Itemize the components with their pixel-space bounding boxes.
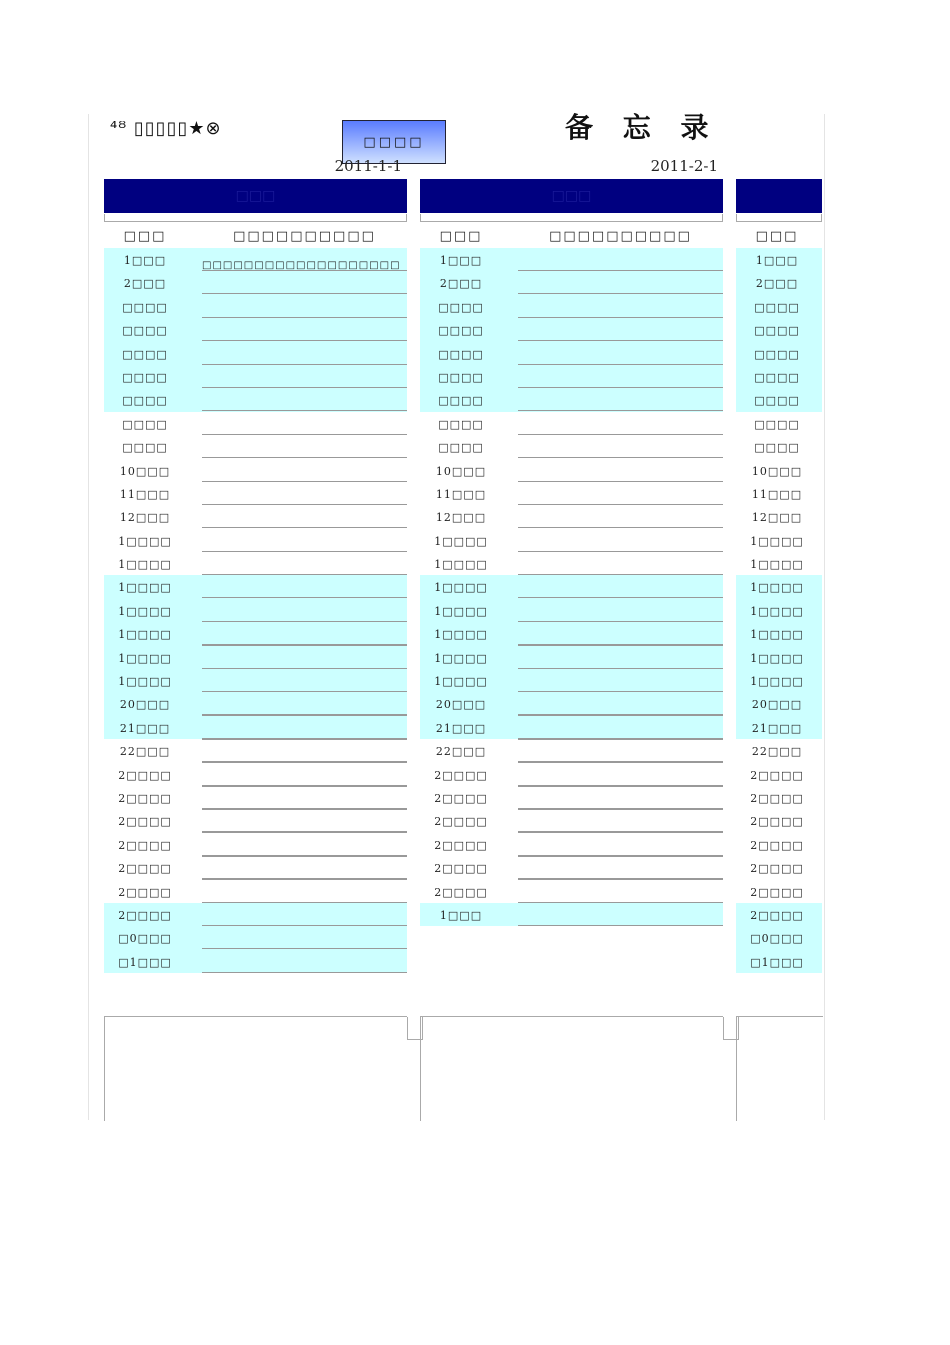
time-cell: □□□□ xyxy=(754,370,800,384)
table-row xyxy=(104,365,407,388)
note-cell[interactable] xyxy=(202,308,407,318)
note-cell[interactable] xyxy=(202,448,407,458)
table-row xyxy=(736,388,822,411)
note-cell[interactable] xyxy=(202,939,407,949)
table-row xyxy=(420,856,723,879)
table-row xyxy=(104,880,407,903)
time-cell: □□□□ xyxy=(438,417,484,431)
time-cell: 1□□□ xyxy=(439,254,483,267)
time-cell: 20□□□ xyxy=(119,698,171,712)
time-cell: 2□□□□ xyxy=(118,908,172,922)
table-row xyxy=(104,856,407,879)
table-row xyxy=(104,692,407,715)
table-row xyxy=(420,365,723,388)
note-cell[interactable]: □□□□□□□□□□□□□□□□□□□ xyxy=(202,261,407,271)
time-cell: 2□□□□ xyxy=(750,838,804,852)
table-row xyxy=(420,575,723,598)
note-cell[interactable] xyxy=(202,893,407,904)
table-row xyxy=(736,318,822,341)
time-cell: 1□□□□ xyxy=(750,558,804,572)
table-row xyxy=(104,716,407,739)
table-row xyxy=(104,318,407,341)
time-cell: 2□□□□ xyxy=(118,885,172,899)
time-cell: 2□□□□ xyxy=(750,791,804,805)
time-cell: 2□□□□ xyxy=(118,862,172,876)
table-row xyxy=(736,459,822,482)
note-cell[interactable] xyxy=(518,893,723,904)
table-row xyxy=(420,435,723,458)
table-row xyxy=(420,412,723,435)
table-row xyxy=(420,388,723,411)
table-row xyxy=(736,482,822,505)
table-row xyxy=(736,809,822,832)
table-row xyxy=(420,669,723,692)
note-column-header: □□□□□□□□□□ xyxy=(233,229,376,244)
table-row xyxy=(420,459,723,482)
time-column-header: □□□ xyxy=(123,229,167,244)
month-column-1 xyxy=(104,179,407,973)
table-row xyxy=(736,342,822,365)
date-jan: 2011-1-1 xyxy=(334,157,402,175)
note-cell[interactable] xyxy=(202,729,407,740)
table-row xyxy=(736,435,822,458)
time-cell: 1□□□□ xyxy=(434,534,488,548)
notes-box-3[interactable] xyxy=(736,1016,823,1121)
time-cell: 1□□□□ xyxy=(118,558,172,572)
time-cell: 22□□□ xyxy=(751,745,803,759)
table-row xyxy=(104,388,407,411)
table-row xyxy=(736,880,822,903)
table-row xyxy=(104,435,407,458)
time-cell: □□□□ xyxy=(754,324,800,338)
time-cell: 22□□□ xyxy=(435,745,487,759)
time-cell: 1□□□ xyxy=(755,254,799,267)
time-cell: □□□□ xyxy=(438,370,484,384)
time-cell: □1□□□ xyxy=(118,955,172,969)
note-cell[interactable] xyxy=(202,425,407,435)
time-cell: 1□□□□ xyxy=(750,651,804,665)
time-cell: 11□□□ xyxy=(435,487,487,501)
action-button[interactable]: □□□□ xyxy=(342,120,446,164)
notes-box-1[interactable] xyxy=(104,1016,407,1121)
time-cell: 10□□□ xyxy=(435,464,487,478)
table-row xyxy=(104,833,407,856)
note-cell[interactable] xyxy=(202,472,407,482)
column-headers xyxy=(104,222,407,248)
time-cell: □□□□ xyxy=(438,441,484,455)
time-cell: 2□□□□ xyxy=(434,838,488,852)
note-cell[interactable] xyxy=(202,635,407,646)
note-cell[interactable] xyxy=(518,612,723,623)
table-row xyxy=(420,529,723,552)
table-row xyxy=(420,739,723,762)
note-cell[interactable] xyxy=(202,542,407,552)
toolbar-icons[interactable]: ⁴ᴽ ▯▯▯▯▯★⊗ xyxy=(110,118,222,139)
time-cell: 2□□□ xyxy=(439,277,483,291)
time-cell: 2□□□□ xyxy=(118,768,172,782)
table-row xyxy=(104,552,407,575)
column-headers xyxy=(420,222,723,248)
month-column-2 xyxy=(420,179,723,926)
time-cell: 1□□□□ xyxy=(434,558,488,572)
table-row xyxy=(736,903,822,926)
table-row xyxy=(420,833,723,856)
table-row xyxy=(420,505,723,528)
note-cell[interactable] xyxy=(518,472,723,482)
time-cell: □□□□ xyxy=(122,300,168,314)
table-row xyxy=(736,786,822,809)
time-cell: 1□□□□ xyxy=(434,581,488,595)
table-row xyxy=(104,669,407,692)
table-row xyxy=(104,786,407,809)
time-cell: 2□□□□ xyxy=(750,768,804,782)
time-cell: □□□□ xyxy=(754,300,800,314)
table-row xyxy=(104,482,407,505)
time-cell: 11□□□ xyxy=(119,487,171,501)
note-cell[interactable] xyxy=(518,448,723,458)
table-row xyxy=(104,459,407,482)
time-cell: 2□□□□ xyxy=(434,885,488,899)
table-row xyxy=(736,505,822,528)
column-headers xyxy=(736,222,822,248)
time-cell: 2□□□□ xyxy=(118,815,172,829)
time-cell: □□□□ xyxy=(122,347,168,361)
table-row xyxy=(736,692,822,715)
month-header: □□□ xyxy=(420,179,723,214)
table-row xyxy=(104,505,407,528)
time-cell: 1□□□□ xyxy=(434,675,488,689)
note-cell[interactable] xyxy=(518,659,723,670)
time-cell: 22□□□ xyxy=(119,745,171,759)
note-cell[interactable] xyxy=(202,518,407,528)
table-row xyxy=(736,599,822,622)
note-cell[interactable] xyxy=(518,799,723,810)
note-cell[interactable] xyxy=(202,705,407,716)
time-cell: 1□□□□ xyxy=(434,628,488,642)
time-cell: □□□□ xyxy=(438,347,484,361)
time-cell: □□□□ xyxy=(754,394,800,408)
note-cell[interactable] xyxy=(518,752,723,763)
table-row xyxy=(420,248,723,271)
note-cell[interactable] xyxy=(202,565,407,575)
time-cell: 1□□□ xyxy=(439,908,483,922)
table-row xyxy=(736,622,822,645)
note-cell[interactable] xyxy=(518,869,723,880)
note-cell[interactable] xyxy=(202,963,407,973)
note-cell[interactable] xyxy=(518,682,723,693)
table-row xyxy=(104,271,407,294)
note-cell[interactable] xyxy=(518,635,723,646)
time-cell: 11□□□ xyxy=(751,487,803,501)
table-row xyxy=(104,295,407,318)
time-cell: 1□□□□ xyxy=(118,675,172,689)
note-cell[interactable] xyxy=(202,355,407,365)
note-cell[interactable] xyxy=(518,261,723,271)
time-cell: 10□□□ xyxy=(751,464,803,478)
table-row xyxy=(420,809,723,832)
table-row xyxy=(104,529,407,552)
table-row xyxy=(736,575,822,598)
table-row xyxy=(104,248,407,271)
note-cell[interactable] xyxy=(202,331,407,341)
month-column-3 xyxy=(736,179,822,973)
time-cell: 1□□□ xyxy=(123,254,167,267)
table-row xyxy=(420,903,723,926)
table-row xyxy=(736,365,822,388)
note-cell[interactable] xyxy=(202,401,407,411)
time-cell: □0□□□ xyxy=(118,932,172,946)
time-cell: 2□□□□ xyxy=(434,768,488,782)
time-cell: □□□□ xyxy=(122,394,168,408)
note-cell[interactable] xyxy=(518,308,723,318)
table-row xyxy=(104,903,407,926)
month-header: □□□ xyxy=(104,179,407,214)
table-row xyxy=(736,950,822,973)
time-cell: □□□□ xyxy=(122,441,168,455)
note-cell[interactable] xyxy=(202,588,407,598)
note-cell[interactable] xyxy=(518,776,723,787)
note-cell[interactable] xyxy=(518,401,723,411)
note-cell[interactable] xyxy=(518,588,723,598)
table-row xyxy=(736,552,822,575)
table-row xyxy=(420,716,723,739)
table-row xyxy=(104,575,407,598)
table-row xyxy=(736,529,822,552)
time-column-header: □□□ xyxy=(755,229,799,244)
table-row xyxy=(104,739,407,762)
time-cell: □□□□ xyxy=(438,394,484,408)
table-row xyxy=(736,271,822,294)
table-row xyxy=(420,692,723,715)
note-cell[interactable] xyxy=(518,729,723,740)
time-cell: 2□□□□ xyxy=(750,908,804,922)
table-row xyxy=(104,412,407,435)
note-cell[interactable] xyxy=(518,705,723,716)
time-cell: 21□□□ xyxy=(751,721,803,735)
table-row xyxy=(736,248,822,271)
note-cell[interactable] xyxy=(202,495,407,505)
time-cell: 2□□□□ xyxy=(750,885,804,899)
note-cell[interactable] xyxy=(202,846,407,857)
table-row xyxy=(420,763,723,786)
time-cell: 12□□□ xyxy=(751,511,803,525)
time-cell: 2□□□□ xyxy=(118,791,172,805)
time-cell: 12□□□ xyxy=(119,511,171,525)
time-cell: □□□□ xyxy=(754,441,800,455)
note-cell[interactable] xyxy=(518,284,723,294)
table-row xyxy=(736,716,822,739)
table-row xyxy=(420,295,723,318)
table-row xyxy=(104,950,407,973)
header-rule xyxy=(736,214,822,222)
note-cell[interactable] xyxy=(518,542,723,552)
note-cell[interactable] xyxy=(518,331,723,341)
time-cell: 2□□□ xyxy=(755,277,799,291)
note-cell[interactable] xyxy=(202,284,407,294)
table-row xyxy=(736,412,822,435)
note-cell[interactable] xyxy=(202,916,407,926)
table-row xyxy=(104,342,407,365)
time-cell: 1□□□□ xyxy=(750,604,804,618)
time-cell: □□□□ xyxy=(438,324,484,338)
time-cell: □1□□□ xyxy=(750,955,804,969)
note-column-header: □□□□□□□□□□ xyxy=(549,229,692,244)
header-rule xyxy=(420,214,723,222)
time-cell: 1□□□□ xyxy=(118,581,172,595)
note-cell[interactable] xyxy=(202,822,407,833)
time-cell: 2□□□□ xyxy=(750,815,804,829)
note-cell[interactable] xyxy=(202,776,407,787)
note-cell[interactable] xyxy=(518,355,723,365)
table-row xyxy=(420,599,723,622)
note-cell[interactable] xyxy=(518,916,723,926)
table-row xyxy=(420,552,723,575)
table-row xyxy=(736,646,822,669)
table-row xyxy=(104,809,407,832)
table-row xyxy=(736,739,822,762)
notes-box-2[interactable] xyxy=(420,1016,723,1121)
page-title: 备 忘 录 xyxy=(565,111,719,144)
time-cell: 2□□□□ xyxy=(434,862,488,876)
time-cell: 1□□□□ xyxy=(434,651,488,665)
time-cell: 1□□□□ xyxy=(750,581,804,595)
table-row xyxy=(104,622,407,645)
time-cell: 1□□□□ xyxy=(118,534,172,548)
time-cell: 21□□□ xyxy=(119,721,171,735)
time-cell: □0□□□ xyxy=(750,932,804,946)
table-row xyxy=(420,318,723,341)
table-row xyxy=(420,622,723,645)
table-row xyxy=(420,786,723,809)
table-row xyxy=(104,926,407,949)
table-row xyxy=(420,342,723,365)
time-cell: 1□□□□ xyxy=(118,651,172,665)
note-cell[interactable] xyxy=(202,799,407,810)
note-cell[interactable] xyxy=(202,752,407,763)
time-cell: 2□□□ xyxy=(123,277,167,291)
note-cell[interactable] xyxy=(202,869,407,880)
table-row xyxy=(736,295,822,318)
note-cell[interactable] xyxy=(202,612,407,623)
table-row xyxy=(736,856,822,879)
time-cell: 2□□□□ xyxy=(434,815,488,829)
date-feb: 2011-2-1 xyxy=(650,157,718,175)
header-rule xyxy=(104,214,407,222)
table-row xyxy=(420,646,723,669)
note-cell[interactable] xyxy=(518,495,723,505)
table-row xyxy=(736,763,822,786)
note-cell[interactable] xyxy=(518,425,723,435)
time-cell: 1□□□□ xyxy=(750,628,804,642)
time-cell: □□□□ xyxy=(122,417,168,431)
time-cell: 2□□□□ xyxy=(750,862,804,876)
time-cell: □□□□ xyxy=(122,324,168,338)
time-cell: 10□□□ xyxy=(119,464,171,478)
time-cell: □□□□ xyxy=(754,417,800,431)
table-row xyxy=(736,669,822,692)
note-cell[interactable] xyxy=(518,378,723,388)
note-cell[interactable] xyxy=(518,822,723,833)
time-cell: 20□□□ xyxy=(435,698,487,712)
time-cell: 2□□□□ xyxy=(434,791,488,805)
time-cell: 21□□□ xyxy=(435,721,487,735)
month-header xyxy=(736,179,822,214)
table-row xyxy=(736,926,822,949)
note-cell[interactable] xyxy=(202,659,407,670)
time-cell: 20□□□ xyxy=(751,698,803,712)
time-cell: 1□□□□ xyxy=(118,604,172,618)
time-cell: 1□□□□ xyxy=(750,534,804,548)
time-cell: 1□□□□ xyxy=(434,604,488,618)
note-cell[interactable] xyxy=(518,846,723,857)
time-cell: 1□□□□ xyxy=(750,675,804,689)
note-cell[interactable] xyxy=(202,682,407,693)
note-cell[interactable] xyxy=(518,518,723,528)
table-row xyxy=(736,833,822,856)
time-cell: 12□□□ xyxy=(435,511,487,525)
table-row xyxy=(104,599,407,622)
table-row xyxy=(420,880,723,903)
time-column-header: □□□ xyxy=(439,229,483,244)
time-cell: □□□□ xyxy=(122,370,168,384)
table-row xyxy=(104,646,407,669)
note-cell[interactable] xyxy=(202,378,407,388)
table-row xyxy=(104,763,407,786)
time-cell: □□□□ xyxy=(438,300,484,314)
time-cell: □□□□ xyxy=(754,347,800,361)
note-cell[interactable] xyxy=(518,565,723,575)
time-cell: 1□□□□ xyxy=(118,628,172,642)
table-row xyxy=(420,271,723,294)
table-row xyxy=(420,482,723,505)
time-cell: 2□□□□ xyxy=(118,838,172,852)
